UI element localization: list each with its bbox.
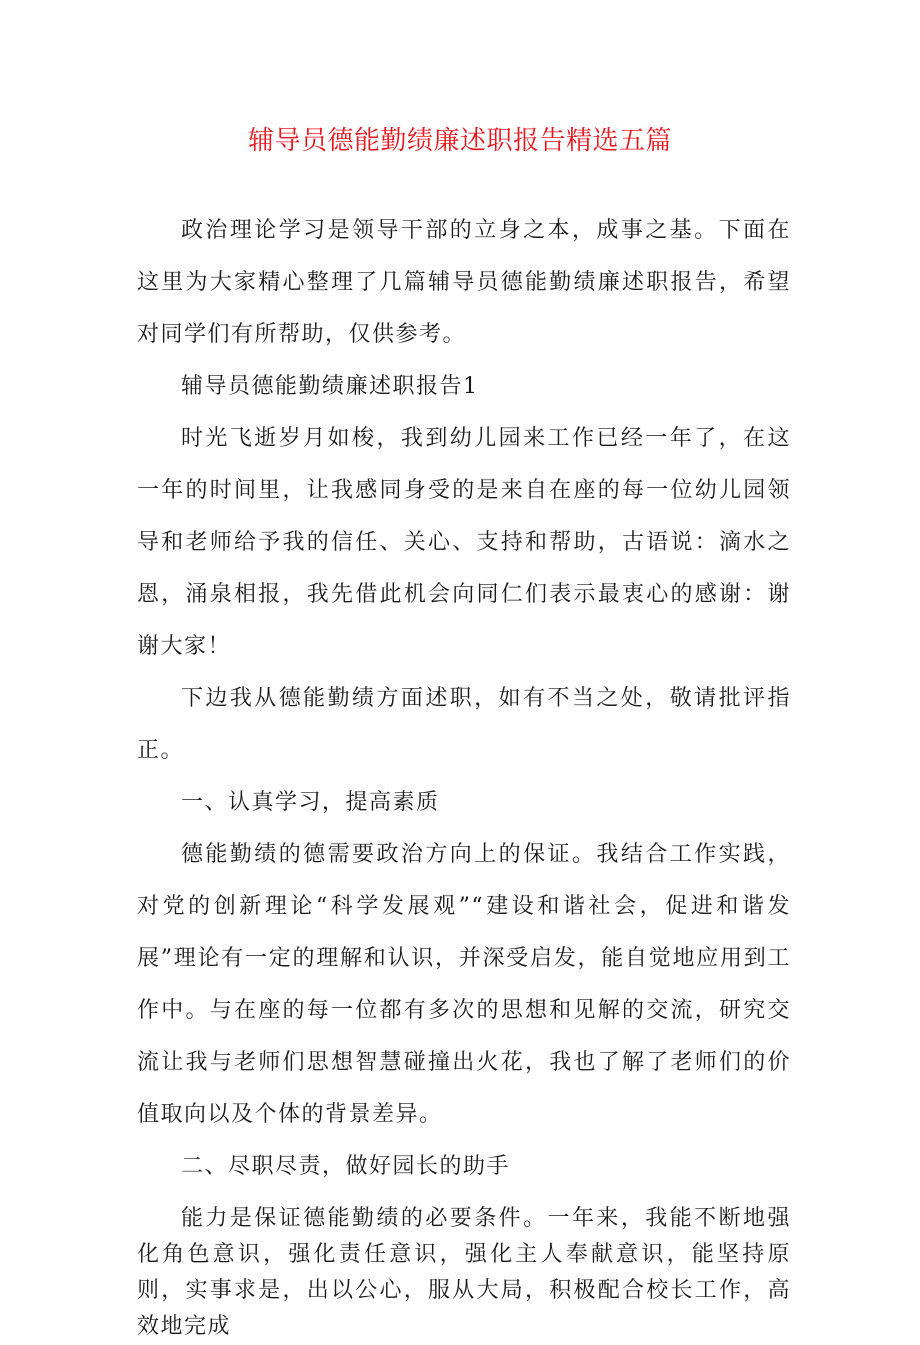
subheading-duties: 二、尽职尽责，做好园长的助手: [181, 1154, 511, 1179]
duties-paragraph: 能力是保证德能勤绩的必要条件。一年来，我能不断地强化角色意识，强化责任意识，强化主人奉献意识，能坚持原则，实事求是，出以公心，服从大局，积极配合校长工作，高效地完成: [137, 1206, 791, 1339]
document-body: [137, 205, 791, 1345]
section-heading-report-1: 辅导员德能勤绩廉述职报告1: [181, 374, 479, 399]
intro-paragraph: 政治理论学习是领导干部的立身之本，成事之基。下面在这里为大家精心整理了几篇辅导员德能勤绩廉述职报告，希望对同学们有所帮助，仅供参考。: [137, 218, 791, 347]
subheading-study: 一、认真学习，提高素质: [181, 790, 440, 815]
document-title: 辅导员德能勤绩廉述职报告精选五篇: [247, 126, 672, 156]
study-paragraph: 德能勤绩的德需要政治方向上的保证。我结合工作实践，对党的创新理论“科学发展观”“建设和谐社会，促进和谐发展”理论有一定的理解和认识，并深受启发，能自觉地应用到工作中。与在座的每一位都有多次的思想和见解的交流，研究交流让我与老师们思想智慧碰撞出火花，我也了解了老师们的价值取向以及个体的背景差异。: [137, 842, 791, 1127]
opening-paragraph: 时光飞逝岁月如梭，我到幼儿园来工作已经一年了，在这一年的时间里，让我感同身受的是来自在座的每一位幼儿园领导和老师给予我的信任、关心、支持和帮助，古语说：滴水之恩，涌泉相报，我先借此机会向同仁们表示最衷心的感谢：谢谢大家！: [137, 426, 791, 659]
transition-paragraph: 下边我从德能勤绩方面述职，如有不当之处，敬请批评指正。: [137, 686, 791, 763]
